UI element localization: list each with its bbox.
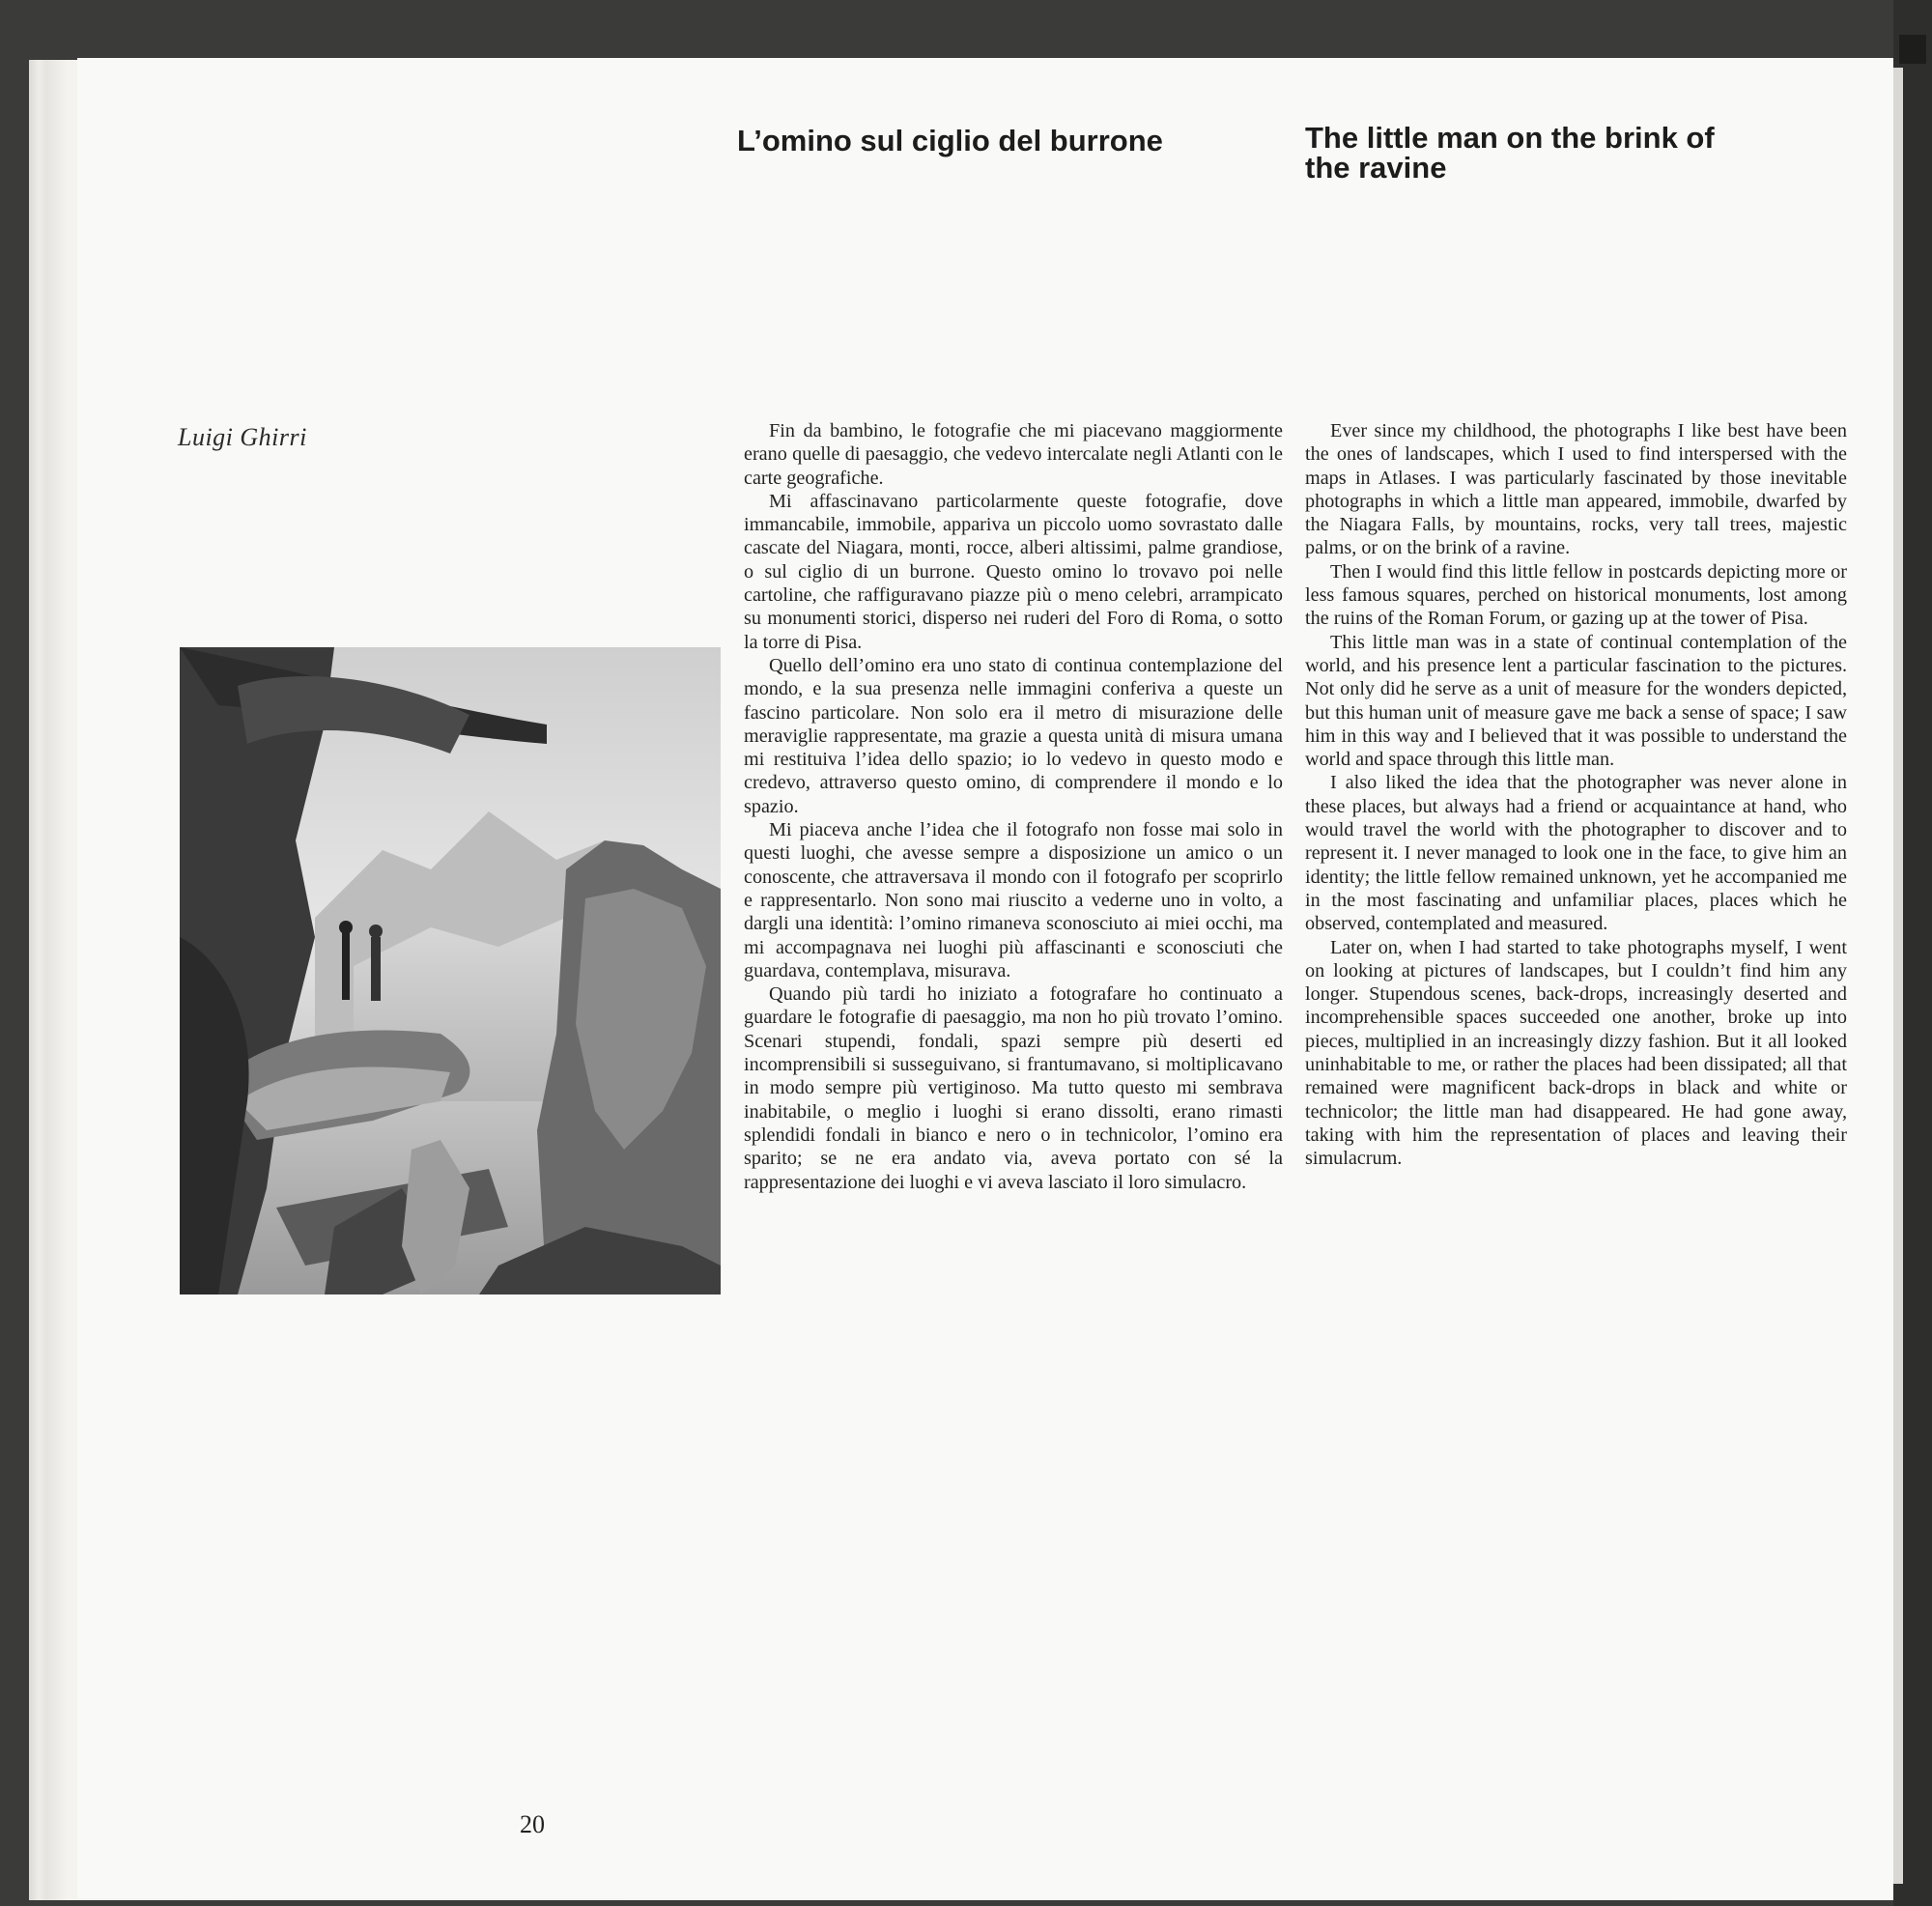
english-paragraph: This little man was in a state of continual contemplation of the world, and his presence lent a particular fascination to the pictures. Not only did he serve as a unit of measure for the wonders depicted, but this human unit of measure gave me back a sense of space; I saw him in this way and I believed that it was possible to understand the world and space through this little man. xyxy=(1305,631,1847,771)
english-paragraph: Ever since my childhood, the photographs I like best have been the ones of landscapes, which I used to find interspersed with the maps in Atlases. I was particularly fascinated by those inevitable photographs in which a little man appeared, immobile, dwarfed by the Niagara Falls, by mountains, rocks, very tall trees, majestic palms, or on the brink of a ravine. xyxy=(1305,420,1847,559)
italian-text-column xyxy=(744,419,1283,1194)
english-paragraph: Then I would find this little fellow in postcards depicting more or less famous squares, perched on historical monuments, lost among the ruins of the Roman Forum, or gazing up at the tower of Pisa. xyxy=(1305,560,1847,630)
title-english: The little man on the brink of the ravine xyxy=(1305,121,1715,185)
italian-paragraph: Mi affascinavano particolarmente queste fotografie, dove immancabile, immobile, appariva un piccolo uomo sovrastato dalle cascate del Niagara, monti, rocce, alberi altissimi, palme grandiose, o sul ciglio di un burrone. Questo omino lo trovavo poi nelle cartoline, che raffiguravano piazze più o meno celebri, arrampicato su monumenti storici, disperso nei ruderi del Foro di Roma, o sotto la torre di Pisa. xyxy=(744,490,1283,653)
corner-mark xyxy=(1899,35,1926,64)
page-number: 20 xyxy=(520,1810,545,1838)
landscape-engraving-image xyxy=(180,647,721,1294)
english-paragraph: I also liked the idea that the photographer was never alone in these places, but always had a friend or acquaintance at hand, who would travel the world with the photographer to discover and to represent it. I never managed to look one in the face, to give him an identity; the little fellow remained unknown, yet he accompanied me in the most fascinating and unfamiliar places, places which he observed, contemplated and measured. xyxy=(1305,772,1847,935)
italian-paragraph: Mi piaceva anche l’idea che il fotografo non fosse mai solo in questi luoghi, che avesse sempre a disposizione un amico o un conoscente, che attraversava il mondo con il fotografo per scoprirlo e rappresentarlo. Non sono mai riuscito a vederne uno in volto, a dargli una identità: l’omino rimaneva sconosciuto ai miei occhi, ma mi accompagnava nei luoghi più affascinanti e sconosciuti che guardava, contemplava, misurava. xyxy=(744,819,1283,981)
italian-paragraph: Quando più tardi ho iniziato a fotografare ho continuato a guardare le fotografie di paesaggio, ma non ho più trovato l’omino. Scenari stupendi, fondali, spazi sempre più deserti ed incomprensibili si susseguivano, si frantumavano, si moltiplicavano in modo sempre più vertiginoso. Ma tutto questo mi sembrava inabitabile, o meglio i luoghi si erano dissolti, erano rimasti splendidi fondali in bianco e nero o in technicolor, l’omino era sparito; se ne era andato via, aveva portato con sé la rappresentazione dei luoghi e vi aveva lasciato il loro simulacro. xyxy=(744,983,1283,1193)
page-edge-strip xyxy=(1893,68,1903,1884)
english-text-column xyxy=(1305,419,1847,1171)
title-italian: L’omino sul ciglio del burrone xyxy=(737,124,1163,157)
italian-paragraph: Quello dell’omino era uno stato di continua contemplazione del mondo, e la sua presenza nelle immagini conferiva a queste un fascino particolare. Non solo era il metro di misurazione delle meraviglie rappresentate, ma grazie a questa unità di misura umana mi restituiva l’idea dello spazio; io lo vedevo in questo modo e credevo, attraverso questo omino, di comprendere il mondo e lo spazio. xyxy=(744,654,1283,817)
italian-paragraph: Fin da bambino, le fotografie che mi piacevano maggiormente erano quelle di paesaggio, che vedevo intercalate negli Atlanti con le carte geografiche. xyxy=(744,420,1283,489)
author-name: Luigi Ghirri xyxy=(178,423,307,451)
book-spine-edge xyxy=(1893,0,1932,1906)
english-paragraph: Later on, when I had started to take photographs myself, I went on looking at pictures of landscapes, but I couldn’t find him any longer. Stupendous scenes, back-drops, increasingly deserted and incomprehensible spaces succeeded one another, broke up into pieces, multiplied in an increasingly dizzy fashion. But it all looked uninhabitable to me, or rather the places had been dissipated; all that remained were magnificent back-drops in black and white or technicolor; the little man had disappeared. He had gone away, taking with him the representation of places and leaving their simulacrum. xyxy=(1305,936,1847,1170)
